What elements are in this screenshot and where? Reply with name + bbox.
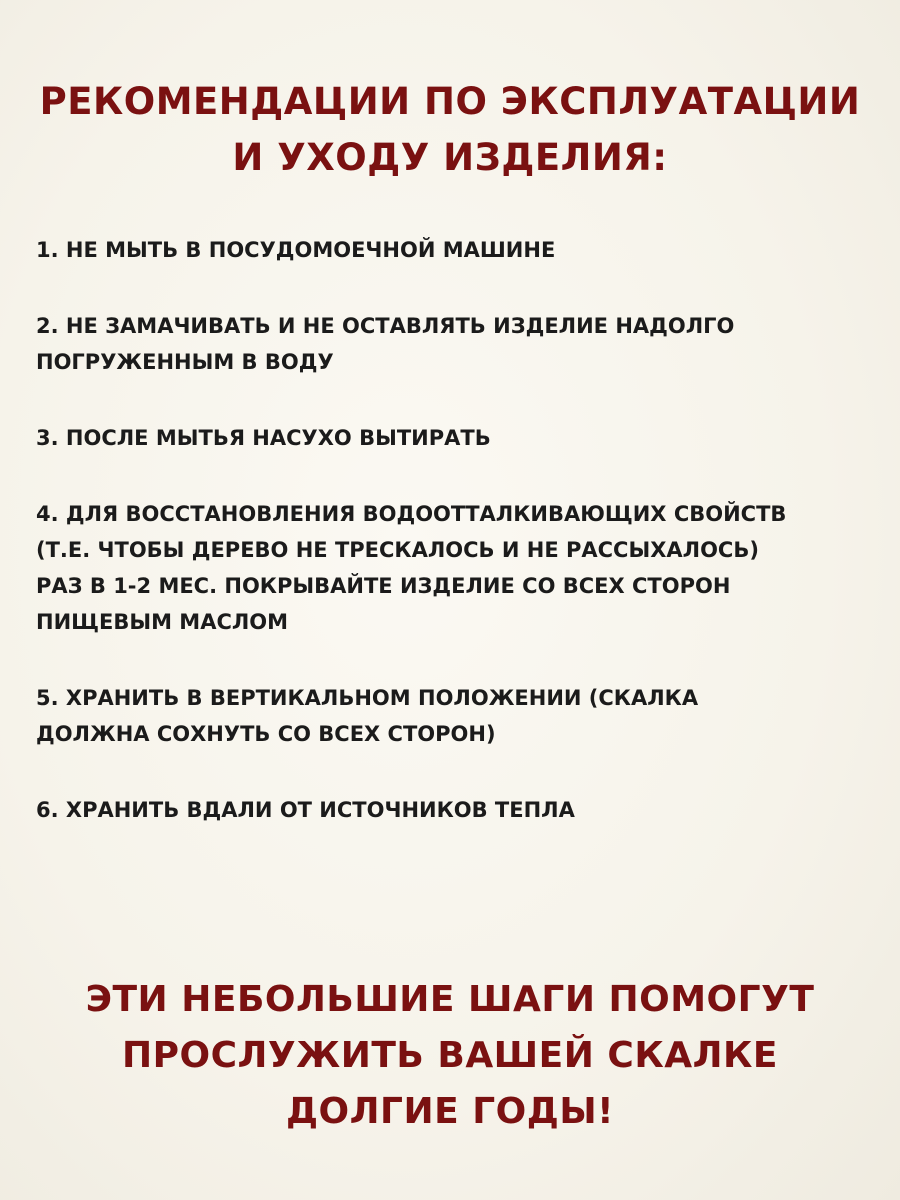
instruction-item-3 [36, 420, 886, 456]
instruction-line: 6. ХРАНИТЬ ВДАЛИ ОТ ИСТОЧНИКОВ ТЕПЛА [36, 798, 575, 822]
instruction-list [36, 232, 886, 868]
instruction-line: 3. ПОСЛЕ МЫТЬЯ НАСУХО ВЫТИРАТЬ [36, 426, 491, 450]
instruction-line: (Т.Е. ЧТОБЫ ДЕРЕВО НЕ ТРЕСКАЛОСЬ И НЕ РАССЫХАЛОСЬ) [36, 538, 759, 562]
instruction-line: ПОГРУЖЕННЫМ В ВОДУ [36, 350, 334, 374]
title-line-1: РЕКОМЕНДАЦИИ ПО ЭКСПЛУАТАЦИИ [39, 80, 861, 123]
instruction-line: ДОЛЖНА СОХНУТЬ СО ВСЕХ СТОРОН) [36, 722, 496, 746]
title-line-2: И УХОДУ ИЗДЕЛИЯ: [232, 136, 668, 179]
closing-line-1: ЭТИ НЕБОЛЬШИЕ ШАГИ ПОМОГУТ [85, 979, 815, 1020]
instruction-item-1 [36, 232, 886, 268]
closing-line-3: ДОЛГИЕ ГОДЫ! [285, 1091, 615, 1132]
instruction-line: 5. ХРАНИТЬ В ВЕРТИКАЛЬНОМ ПОЛОЖЕНИИ (СКАЛКА [36, 686, 699, 710]
instruction-line: 1. НЕ МЫТЬ В ПОСУДОМОЕЧНОЙ МАШИНЕ [36, 238, 556, 262]
instruction-item-5 [36, 680, 886, 752]
instruction-line: РАЗ В 1-2 МЕС. ПОКРЫВАЙТЕ ИЗДЕЛИЕ СО ВСЕХ СТОРОН [36, 574, 731, 598]
page-title [0, 74, 900, 186]
instruction-line: ПИЩЕВЫМ МАСЛОМ [36, 610, 289, 634]
instruction-line: 2. НЕ ЗАМАЧИВАТЬ И НЕ ОСТАВЛЯТЬ ИЗДЕЛИЕ НАДОЛГО [36, 314, 735, 338]
closing-message [0, 972, 900, 1140]
instruction-item-4 [36, 496, 886, 640]
instruction-item-6 [36, 792, 886, 828]
closing-line-2: ПРОСЛУЖИТЬ ВАШЕЙ СКАЛКЕ [121, 1035, 779, 1076]
instruction-item-2 [36, 308, 886, 380]
instruction-line: 4. ДЛЯ ВОССТАНОВЛЕНИЯ ВОДООТТАЛКИВАЮЩИХ СВОЙСТВ [36, 502, 787, 526]
